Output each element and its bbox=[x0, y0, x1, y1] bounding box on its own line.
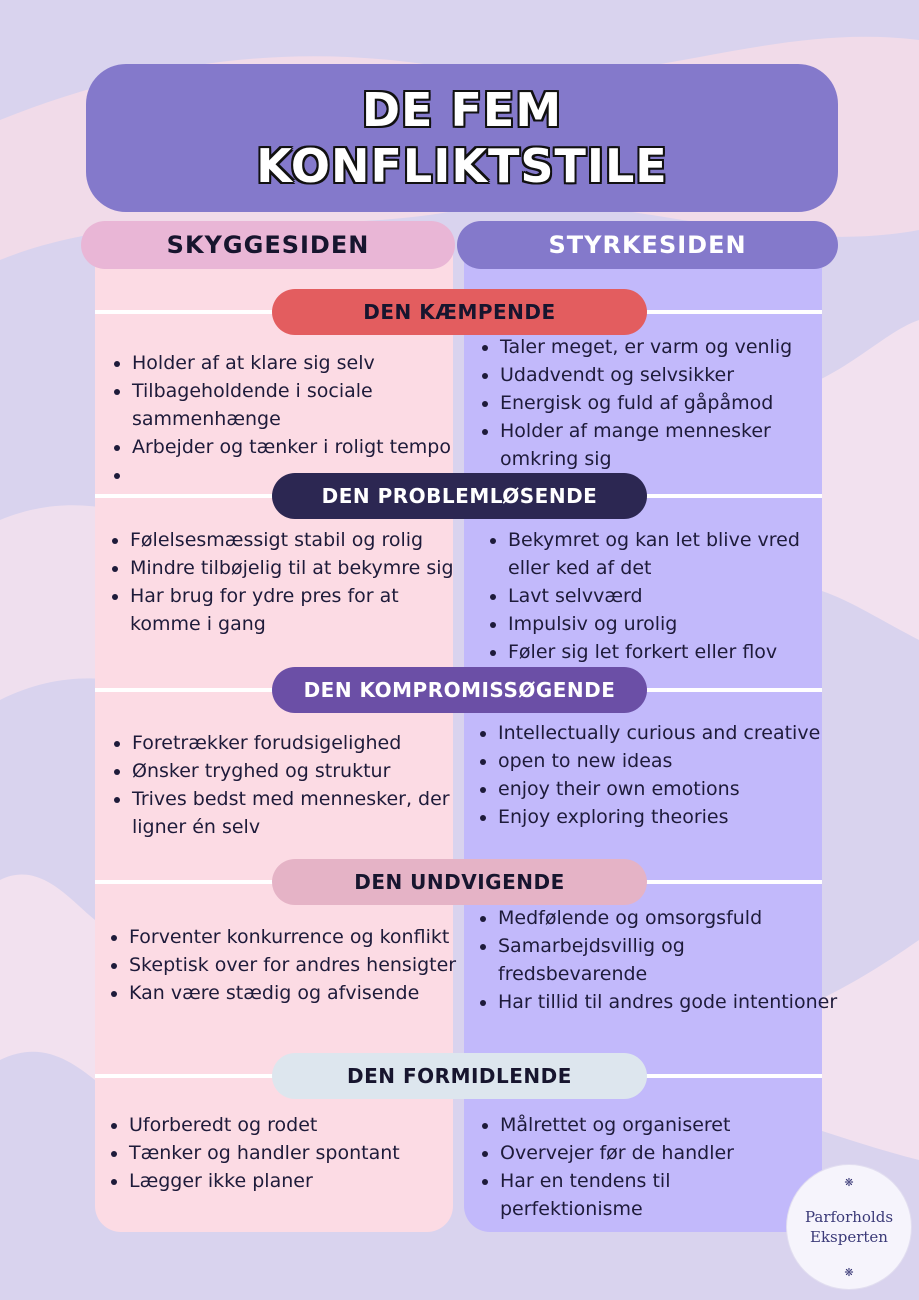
shadow-list-kompromissoegende bbox=[108, 729, 477, 841]
shadow-list-formidlende bbox=[105, 1111, 469, 1195]
flower-of-life-icon: ❋ bbox=[844, 1266, 854, 1279]
list-item: • Lavt selvværd bbox=[508, 582, 838, 610]
list-item: • Har tillid til andres gode intentioner bbox=[498, 988, 838, 1016]
list-item: • Følelsesmæssigt stabil og rolig bbox=[130, 526, 470, 554]
strength-list-undvigende bbox=[474, 904, 838, 1016]
section-title: DEN KÆMPENDE bbox=[363, 300, 556, 324]
list-item: • Samarbejdsvillig og fredsbevarende bbox=[498, 932, 838, 988]
list-item: • Bekymret og kan let blive vred eller ked af det bbox=[508, 526, 838, 582]
strength-list-kompromissoegende bbox=[474, 719, 843, 831]
list-item: • Føler sig let forkert eller flov bbox=[508, 638, 838, 666]
list-item: • Mindre tilbøjelig til at bekymre sig bbox=[130, 554, 470, 582]
section-title: DEN PROBLEMLØSENDE bbox=[321, 484, 598, 508]
list-item: • enjoy their own emotions bbox=[498, 775, 843, 803]
list-item: • Intellectually curious and creative bbox=[498, 719, 843, 747]
section-pill-problemloesende bbox=[272, 473, 647, 519]
title-banner bbox=[86, 64, 838, 212]
shadow-list-kaempende bbox=[108, 349, 472, 489]
list-item: • Uforberedt og rodet bbox=[129, 1111, 469, 1139]
page-title-line-2: KONFLIKTSTILE bbox=[256, 139, 668, 193]
brand-logo bbox=[787, 1165, 911, 1289]
section-title: DEN FORMIDLENDE bbox=[347, 1064, 572, 1088]
section-pill-kompromissoegende bbox=[272, 667, 647, 713]
page-title-line-1: DE FEM bbox=[361, 83, 563, 137]
list-item: • Skeptisk over for andres hensigter bbox=[129, 951, 469, 979]
strength-list-formidlende bbox=[476, 1111, 810, 1223]
list-item: • Foretrækker forudsigelighed bbox=[132, 729, 477, 757]
strength-list-problemloesende bbox=[484, 526, 838, 666]
strength-list-kaempende bbox=[476, 333, 840, 473]
list-item: • Forventer konkurrence og konflikt bbox=[129, 923, 469, 951]
list-item: • Tænker og handler spontant bbox=[129, 1139, 469, 1167]
list-item: • Har en tendens til perfektionisme bbox=[500, 1167, 810, 1223]
section-pill-kaempende bbox=[272, 289, 647, 335]
list-item: • Taler meget, er varm og venlig bbox=[500, 333, 840, 361]
list-item: • Udadvendt og selvsikker bbox=[500, 361, 840, 389]
list-item: • Enjoy exploring theories bbox=[498, 803, 843, 831]
list-item: • open to new ideas bbox=[498, 747, 843, 775]
shadow-list-problemloesende bbox=[106, 526, 470, 638]
section-title: DEN UNDVIGENDE bbox=[354, 870, 565, 894]
list-item: • Overvejer før de handler bbox=[500, 1139, 810, 1167]
shadow-side-header: SKYGGESIDEN bbox=[81, 221, 455, 269]
list-item: • Holder af mange mennesker omkring sig bbox=[500, 417, 840, 473]
strength-side-header: STYRKESIDEN bbox=[457, 221, 838, 269]
list-item: • Tilbageholdende i sociale sammenhænge bbox=[132, 377, 472, 433]
list-item: • Energisk og fuld af gåpåmod bbox=[500, 389, 840, 417]
list-item: • Har brug for ydre pres for at komme i gang bbox=[130, 582, 470, 638]
section-title: DEN KOMPROMISSØGENDE bbox=[303, 678, 616, 702]
logo-text-line-2: Eksperten bbox=[810, 1228, 888, 1246]
list-item: • Kan være stædig og afvisende bbox=[129, 979, 469, 1007]
list-item: • Impulsiv og urolig bbox=[508, 610, 838, 638]
list-item: • Målrettet og organiseret bbox=[500, 1111, 810, 1139]
section-pill-formidlende bbox=[272, 1053, 647, 1099]
section-pill-undvigende bbox=[272, 859, 647, 905]
logo-text-line-1: Parforholds bbox=[804, 1208, 894, 1226]
flower-of-life-icon: ❋ bbox=[844, 1176, 854, 1189]
list-item: • Arbejder og tænker i roligt tempo bbox=[132, 433, 472, 461]
list-item: • Holder af at klare sig selv bbox=[132, 349, 472, 377]
shadow-list-undvigende bbox=[105, 923, 469, 1007]
list-item: • Lægger ikke planer bbox=[129, 1167, 469, 1195]
list-item: • Trives bedst med mennesker, der ligner én selv bbox=[132, 785, 477, 841]
list-item: • Medfølende og omsorgsfuld bbox=[498, 904, 838, 932]
list-item: • Ønsker tryghed og struktur bbox=[132, 757, 477, 785]
